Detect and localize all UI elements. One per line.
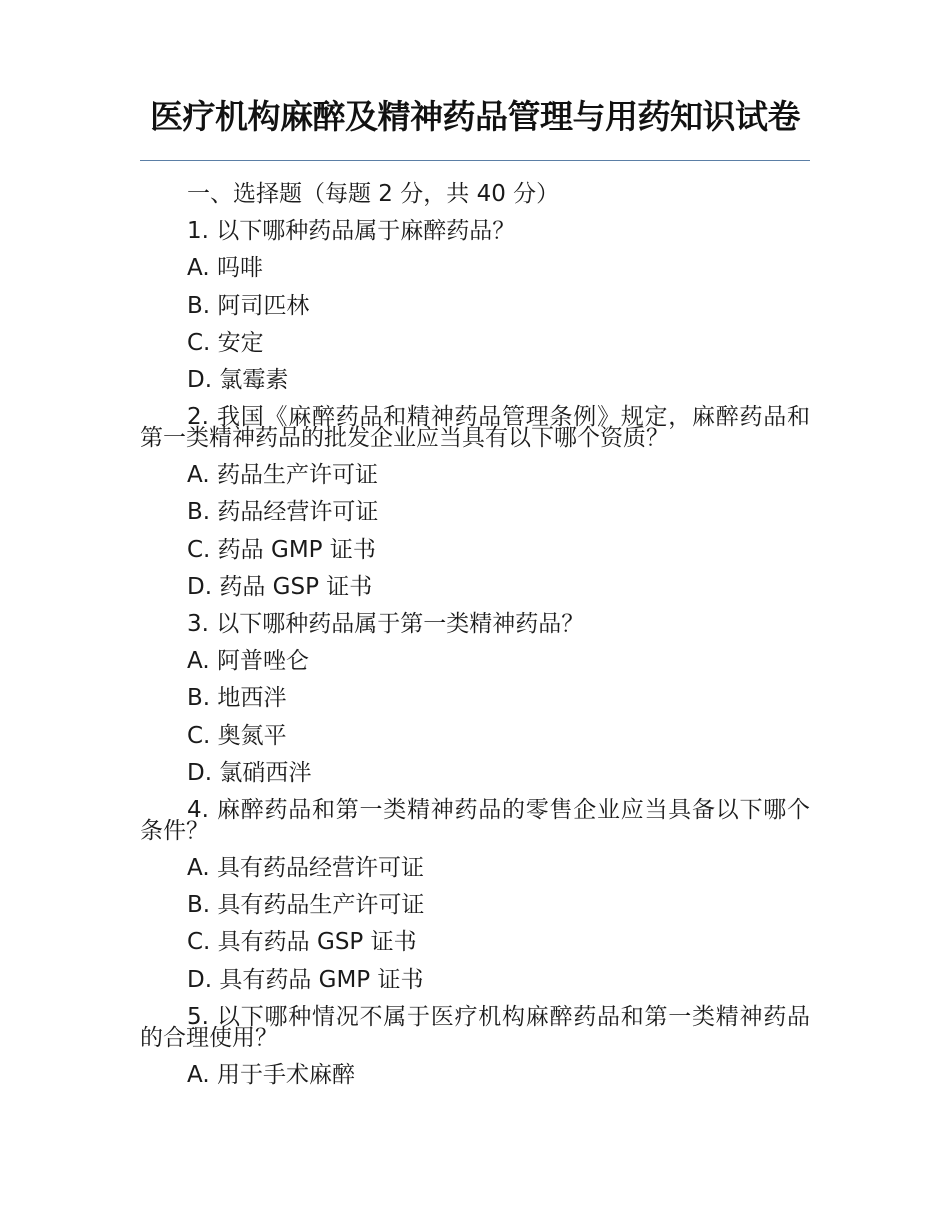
question-2-option-c: C. 药品 GMP 证书 xyxy=(187,536,376,563)
question-3-option-a: A. 阿普唑仑 xyxy=(187,648,309,675)
question-4-option-d: D. 具有药品 GMP 证书 xyxy=(187,966,424,993)
question-3-option-d: D. 氯硝西泮 xyxy=(187,759,312,786)
question-4-option-c: C. 具有药品 GSP 证书 xyxy=(187,929,417,956)
question-4-option-a: A. 具有药品经营许可证 xyxy=(187,855,424,882)
question-1-option-d: D. 氯霉素 xyxy=(187,367,289,394)
question-4-option-b: B. 具有药品生产许可证 xyxy=(187,892,425,919)
question-2-option-d: D. 药品 GSP 证书 xyxy=(187,573,373,600)
document-title: 医疗机构麻醉及精神药品管理与用药知识试卷 xyxy=(150,97,800,136)
question-4: 4. 麻醉药品和第一类精神药品的零售企业应当具备以下哪个条件？ xyxy=(140,797,810,845)
question-1-option-b: B. 阿司匹林 xyxy=(187,292,310,319)
question-5-option-a: A. 用于手术麻醉 xyxy=(187,1061,355,1088)
question-3-option-c: C. 奥氮平 xyxy=(187,722,287,749)
question-5: 5. 以下哪种情况不属于医疗机构麻醉药品和第一类精神药品的合理使用？ xyxy=(140,1003,810,1051)
question-1-option-c: C. 安定 xyxy=(187,329,264,356)
section-heading: 一、选择题（每题 2 分，共 40 分） xyxy=(187,181,560,207)
question-2-option-b: B. 药品经营许可证 xyxy=(187,499,379,526)
question-1: 1. 以下哪种药品属于麻醉药品？ xyxy=(187,218,516,245)
document-body xyxy=(140,176,810,1094)
question-3-option-b: B. 地西泮 xyxy=(187,685,287,712)
question-2: 2. 我国《麻醉药品和精神药品管理条例》规定，麻醉药品和第一类精神药品的批发企业应当具有以下哪个资质？ xyxy=(140,404,810,452)
question-2-option-a: A. 药品生产许可证 xyxy=(187,462,378,489)
title-divider xyxy=(140,160,810,161)
question-1-option-a: A. 吗啡 xyxy=(187,255,263,282)
question-3: 3. 以下哪种药品属于第一类精神药品？ xyxy=(187,611,585,638)
